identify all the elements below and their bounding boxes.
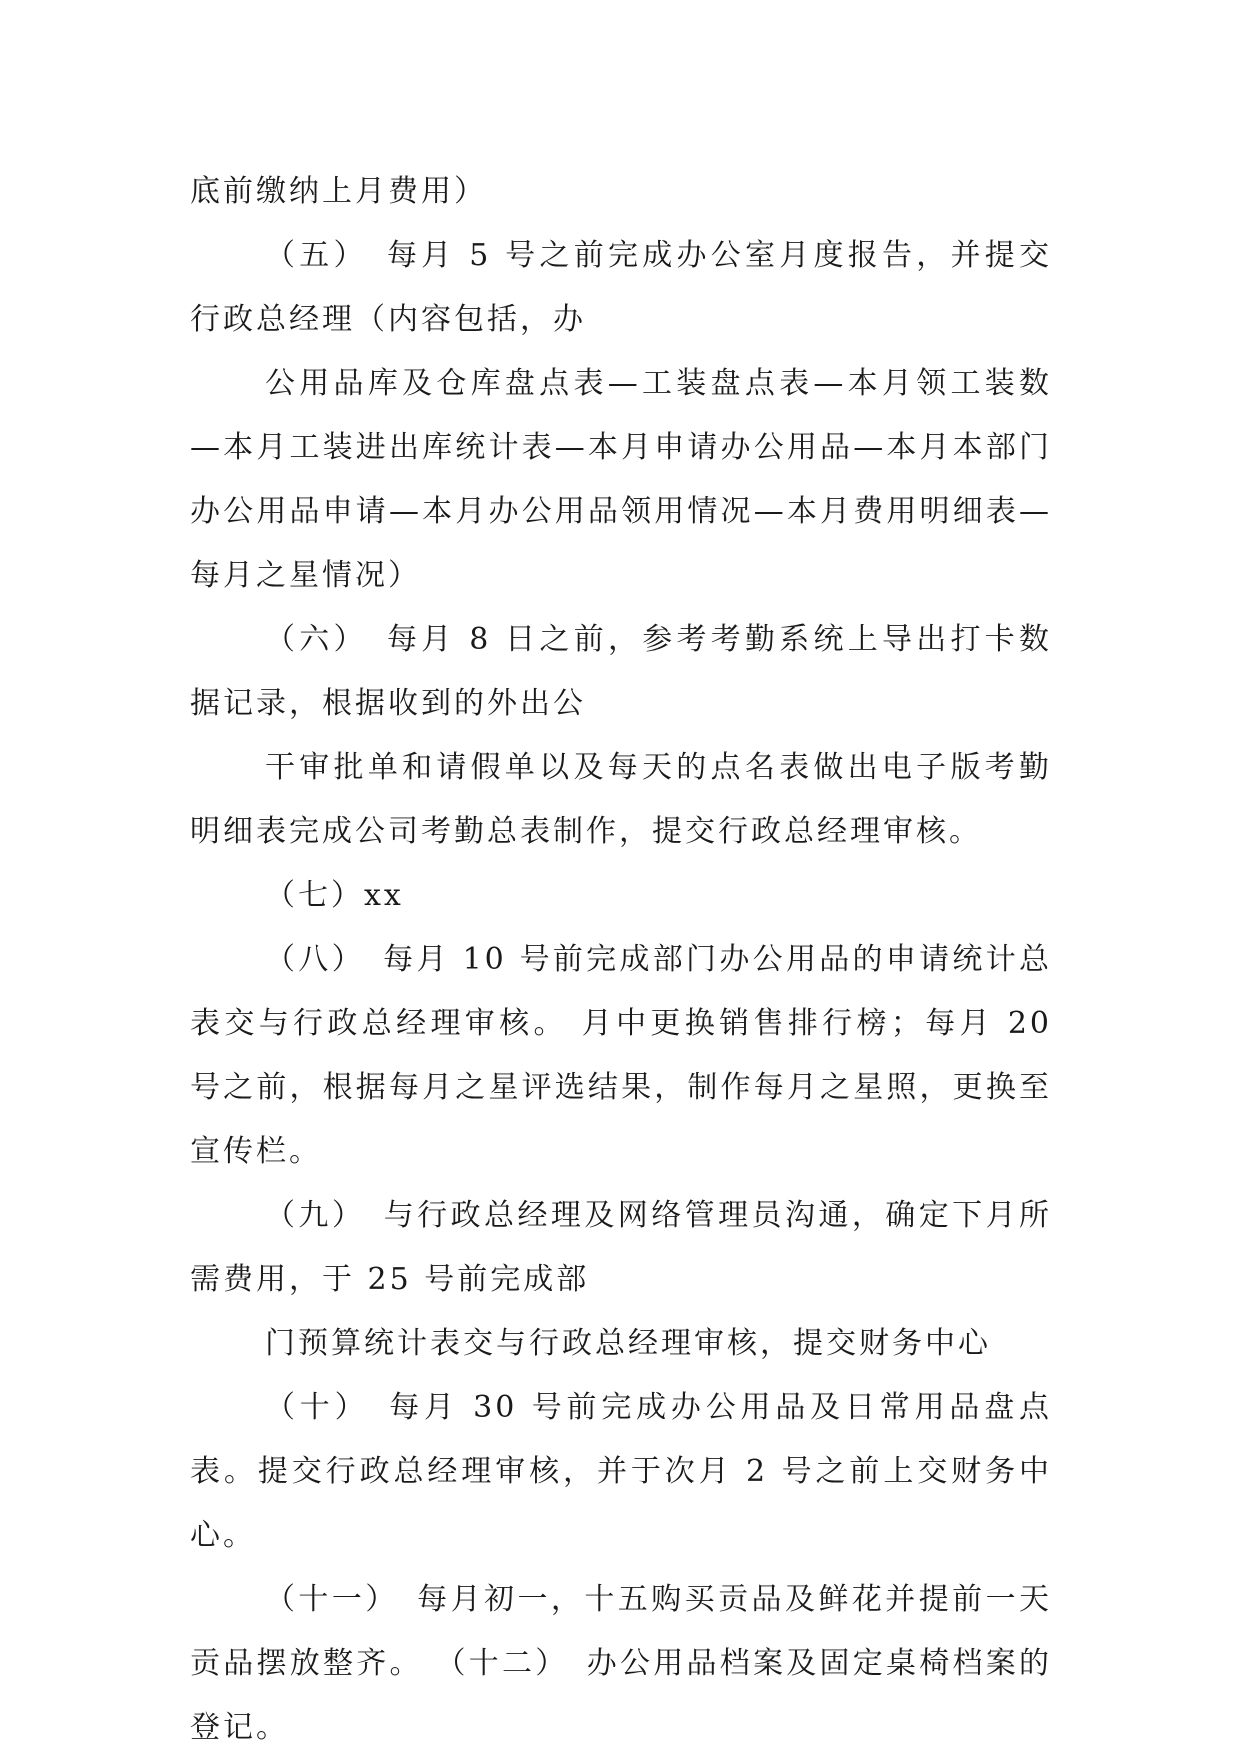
paragraph-item-5: （五） 每月 5 号之前完成办公室月度报告，并提交行政总经理（内容包括，办: [190, 238, 1052, 337]
document-body: [190, 160, 1052, 1760]
paragraph-item-9-budget: 门预算统计表交与行政总经理审核，提交财务中心: [265, 1326, 991, 1361]
paragraph-item-10: （十） 每月 30 号前完成办公用品及日常用品盘点表。提交行政总经理审核，并于次月 2 号之前上交财务中心。: [190, 1390, 1052, 1553]
paragraph-item-6: （六） 每月 8 日之前，参考考勤系统上导出打卡数据记录，根据收到的外出公: [190, 622, 1052, 721]
paragraph-item-11-12: （十一） 每月初一，十五购买贡品及鲜花并提前一天贡品摆放整齐。 （十二） 办公用品档案及固定桌椅档案的登记。: [190, 1582, 1052, 1745]
paragraph-item-8: （八） 每月 10 号前完成部门办公用品的申请统计总表交与行政总经理审核。 月中更换销售排行榜；每月 20 号之前，根据每月之星评选结果，制作每月之星照，更换至宣传栏。: [190, 942, 1052, 1169]
paragraph-item-9: （九） 与行政总经理及网络管理员沟通，确定下月所需费用，于 25 号前完成部: [190, 1198, 1052, 1297]
paragraph-item-6-details: 干审批单和请假单以及每天的点名表做出电子版考勤明细表完成公司考勤总表制作，提交行政总经理审核。: [190, 750, 1052, 849]
paragraph-fee-payment: 底前缴纳上月费用）: [190, 174, 487, 209]
paragraph-item-5-contents: 公用品库及仓库盘点表—工装盘点表—本月领工装数—本月工装进出库统计表—本月申请办公用品—本月本部门办公用品申请—本月办公用品领用情况—本月费用明细表—每月之星情况）: [190, 366, 1052, 593]
paragraph-item-7: （七）xx: [265, 878, 404, 913]
